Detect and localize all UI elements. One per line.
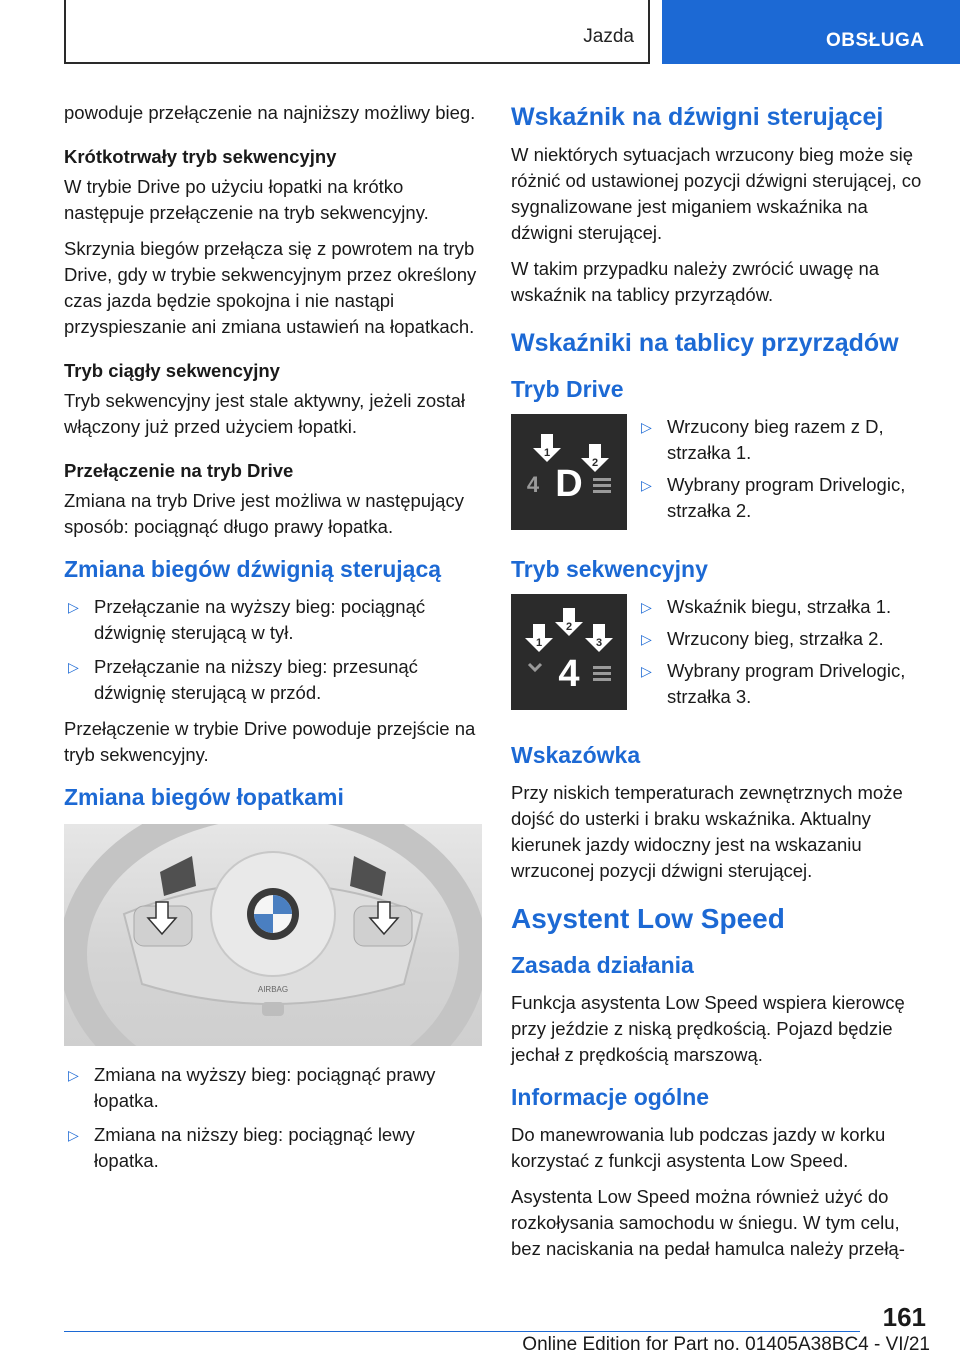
note-p: Przy niskich temperaturach zewnętrznych może dojść do usterki i braku wskaźnika. Aktualny kierunek jazdy widoczny jest na wskazaniu wrzuconej pozycji dźwigni sterującej. bbox=[511, 782, 903, 881]
list-item: ▷ Wrzucony bieg, strzałka 2. bbox=[637, 626, 929, 652]
cont-seq-p: Tryb sekwencyjny jest stale aktywny, jeżeli został włączony już przed użyciem łopatki. bbox=[64, 390, 465, 437]
svg-text:2: 2 bbox=[591, 457, 599, 469]
paddle-list bbox=[64, 1062, 482, 1174]
triangle-bullet-icon: ▷ bbox=[641, 663, 652, 679]
paddle-title: Zmiana biegów łopatkami bbox=[64, 784, 344, 810]
airbag-label: AIRBAG bbox=[257, 985, 289, 994]
seq-list bbox=[637, 594, 929, 716]
triangle-bullet-icon: ▷ bbox=[68, 599, 79, 615]
list-item: ▷ Wybrany program Drivelogic, strzałka 3. bbox=[641, 660, 906, 707]
triangle-bullet-icon: ▷ bbox=[68, 659, 79, 675]
indicator-p1: W niektórych sytuacjach wrzucony bieg może się różnić od ustawionej pozycji dźwigni sterującej, co sygnalizowane jest miganiem wskaźnika na dźwigni sterującej. bbox=[511, 144, 922, 243]
triangle-bullet-icon: ▷ bbox=[68, 1127, 79, 1143]
svg-text:2: 2 bbox=[565, 621, 573, 633]
cont-seq-title: Tryb ciągły sekwencyjny bbox=[64, 360, 280, 381]
svg-text:1: 1 bbox=[535, 637, 543, 649]
lever-title: Zmiana biegów dźwignią sterującą bbox=[64, 556, 442, 582]
triangle-bullet-icon: ▷ bbox=[641, 631, 652, 647]
triangle-bullet-icon: ▷ bbox=[641, 419, 652, 435]
lever-p: Przełączenie w trybie Drive powoduje przejście na tryb sekwencyjny. bbox=[64, 718, 476, 765]
general-p1: Do manewrowania lub podczas jazdy w korku korzystać z funkcji asystenta Low Speed. bbox=[511, 1124, 886, 1171]
general-title: Informacje ogólne bbox=[511, 1084, 710, 1110]
svg-text:D: D bbox=[555, 463, 583, 505]
left-column bbox=[64, 100, 482, 1184]
low-speed-title: Asystent Low Speed bbox=[511, 903, 785, 934]
svg-text:4: 4 bbox=[558, 653, 580, 695]
list-item: ▷ Zmiana na wyższy bieg: pociągnąć prawy łopatka. bbox=[68, 1064, 436, 1111]
intro-text: powoduje przełączenie na najniższy możliwy bieg. bbox=[64, 102, 476, 123]
header-section-title: Jazda bbox=[583, 26, 634, 47]
seq-title: Tryb sekwencyjny bbox=[511, 556, 708, 582]
right-column bbox=[511, 100, 929, 1272]
list-item: ▷ Zmiana na niższy bieg: pociągnąć lewy łopatka. bbox=[68, 1124, 415, 1171]
list-item: ▷ Wybrany program Drivelogic, strzałka 2. bbox=[641, 474, 906, 521]
header-tab[interactable]: OBSŁUGA bbox=[662, 0, 960, 64]
footer-divider bbox=[64, 1331, 860, 1332]
drive-switch-title: Przełączenie na tryb Drive bbox=[64, 460, 294, 481]
note-title: Wskazówka bbox=[511, 742, 641, 768]
short-seq-p1: W trybie Drive po użyciu łopatki na krótko następuje przełączenie na tryb sekwencyjny. bbox=[64, 176, 429, 223]
drive-list bbox=[637, 414, 929, 530]
header-box bbox=[64, 0, 650, 64]
svg-text:3: 3 bbox=[595, 637, 603, 649]
cluster-title: Wskaźniki na tablicy przyrządów bbox=[511, 329, 899, 357]
general-p2: Asystenta Low Speed można również użyć do rozkołysania samochodu w śniegu. W tym celu, bez naciskania na pedał hamulca należy przełą- bbox=[511, 1186, 905, 1259]
drive-switch-p: Zmiana na tryb Drive jest możliwa w następujący sposób: pociągnąć długo prawy łopatka. bbox=[64, 490, 464, 537]
drive-title: Tryb Drive bbox=[511, 376, 624, 402]
svg-text:1: 1 bbox=[543, 447, 551, 459]
seq-gear-panel bbox=[511, 594, 627, 710]
triangle-bullet-icon: ▷ bbox=[641, 477, 652, 493]
lever-list bbox=[64, 594, 482, 706]
footer-edition: Online Edition for Part no. 01405A38BC4 - VI/21 bbox=[522, 1334, 930, 1355]
list-item: ▷ Przełączanie na niższy bieg: przesunąć dźwignię sterującą w przód. bbox=[68, 656, 418, 703]
indicator-p2: W takim przypadku należy zwrócić uwagę na wskaźnik na tablicy przyrządów. bbox=[511, 258, 880, 305]
page-number: 161 bbox=[882, 1302, 926, 1332]
list-item: ▷ Przełączanie na wyższy bieg: pociągnąć dźwignię sterującą w tył. bbox=[68, 596, 426, 643]
steering-wheel-image bbox=[64, 824, 482, 1046]
principle-p: Funkcja asystenta Low Speed wspiera kierowcę przy jeździe z niską prędkością. Pojazd będzie jechał z prędkością marszową. bbox=[511, 992, 905, 1065]
triangle-bullet-icon: ▷ bbox=[641, 599, 652, 615]
drive-row bbox=[511, 414, 929, 540]
drive-gear-panel bbox=[511, 414, 627, 530]
short-seq-p2: Skrzynia biegów przełącza się z powrotem na tryb Drive, gdy w trybie sekwencyjnym przez określony czas jazda będzie spokojna i nie nastąpi przyspieszanie ani zmiana ustawień na łopatkach. bbox=[64, 238, 477, 337]
list-item: ▷ Wrzucony bieg razem z D, strzałka 1. bbox=[641, 416, 884, 463]
svg-text:4: 4 bbox=[526, 472, 540, 497]
seq-row bbox=[511, 594, 929, 726]
triangle-bullet-icon: ▷ bbox=[68, 1067, 79, 1083]
list-item: ▷ Wskaźnik biegu, strzałka 1. bbox=[637, 594, 929, 620]
indicator-title: Wskaźnik na dźwigni sterującej bbox=[511, 103, 884, 131]
principle-title: Zasada działania bbox=[511, 952, 694, 978]
short-seq-title: Krótkotrwały tryb sekwencyjny bbox=[64, 146, 337, 167]
